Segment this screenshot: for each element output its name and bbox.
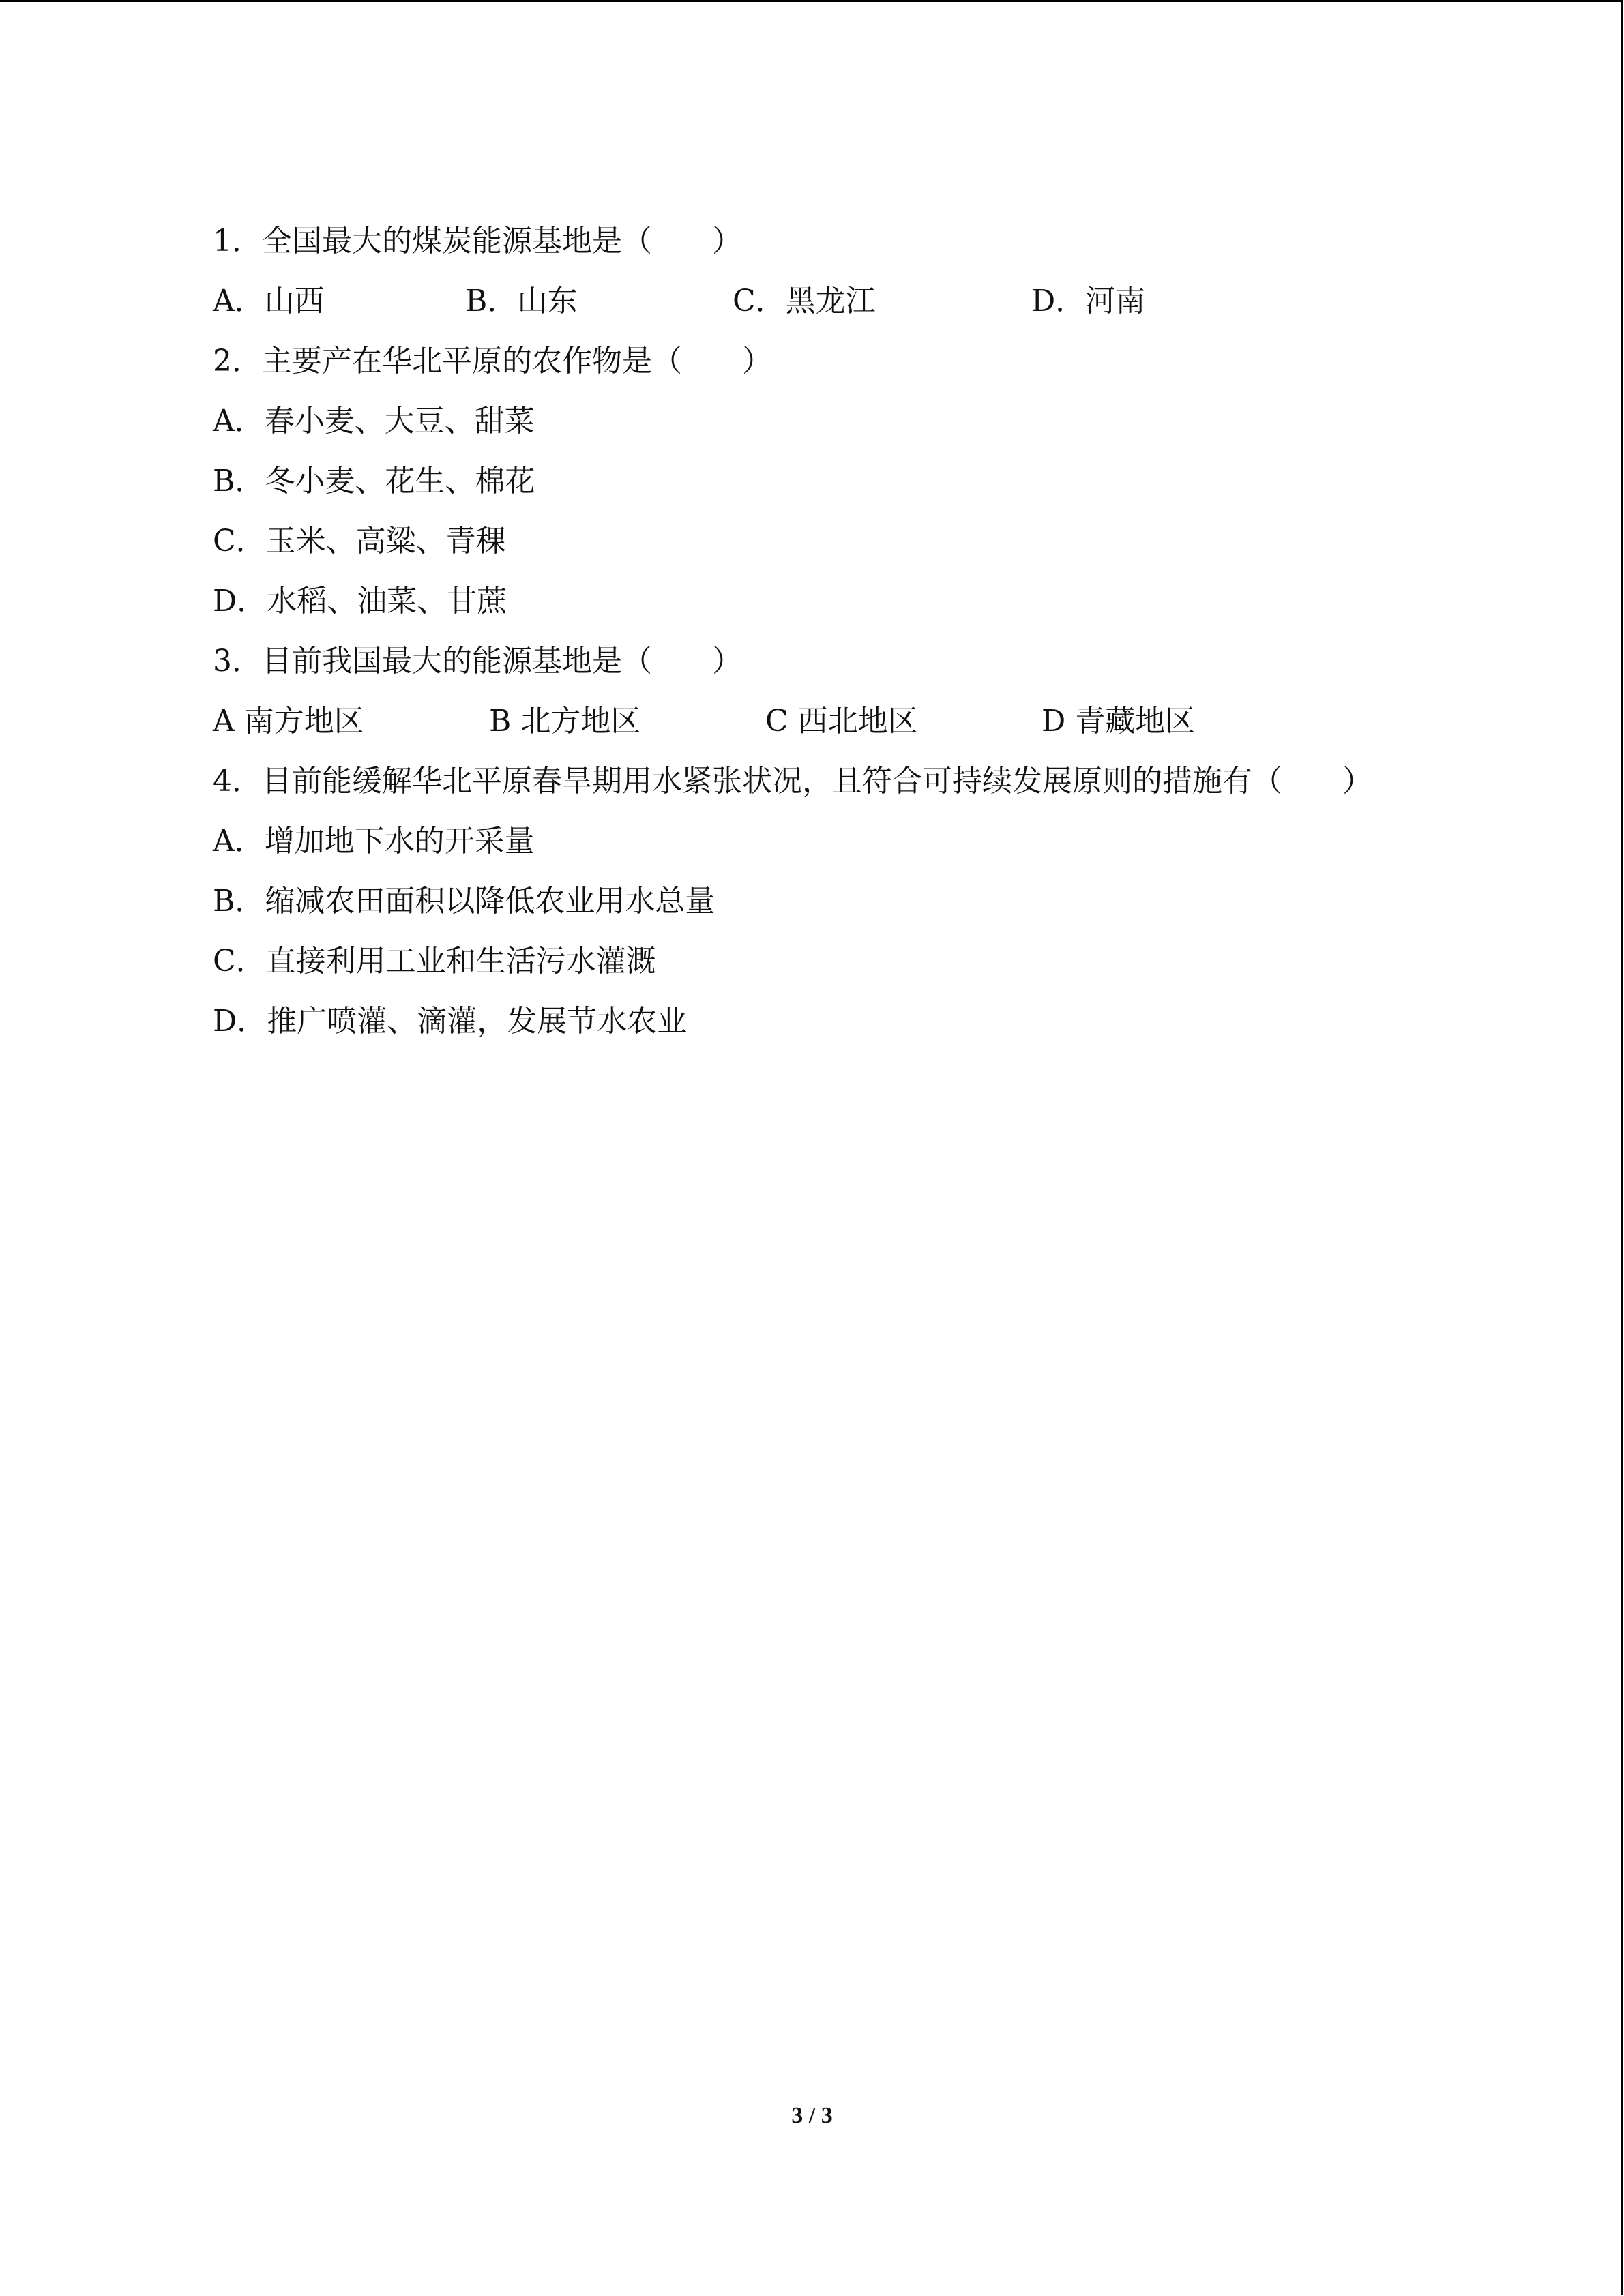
question-list: [213, 211, 1509, 1052]
question-4-option-a: A．增加地下水的开采量: [213, 824, 535, 859]
question-2-stem: 2．主要产在华北平原的农作物是（ ）: [213, 344, 772, 378]
question-1-option-a: A．山西: [213, 284, 325, 318]
question-4-option-d: D．推广喷灌、滴灌，发展节水农业: [213, 1004, 688, 1039]
page-number: 3 / 3: [791, 2103, 833, 2128]
question-2-option-d: D．水稻、油菜、甘蔗: [213, 584, 507, 618]
question-2-option-c: C．玉米、高粱、青稞: [213, 524, 506, 558]
question-1-option-c: C．黑龙江: [733, 284, 876, 318]
question-3-options: [213, 691, 1509, 751]
question-4-option-b: B．缩减农田面积以降低农业用水总量: [213, 884, 715, 919]
question-4-option-c: C．直接利用工业和生活污水灌溉: [213, 944, 656, 979]
question-1-option-b: B．山东: [465, 284, 578, 318]
question-3-option-c: C 西北地区: [765, 704, 918, 739]
question-3-option-b: B 北方地区: [489, 704, 641, 739]
question-1-stem: 1．全国最大的煤炭能源基地是（ ）: [213, 224, 742, 258]
question-2-option-b: B．冬小麦、花生、棉花: [213, 464, 535, 498]
question-3-stem: 3．目前我国最大的能源基地是（ ）: [213, 644, 742, 679]
question-1-options: [213, 271, 1509, 331]
question-2-option-a: A．春小麦、大豆、甜菜: [213, 404, 535, 438]
question-1-option-d: D．河南: [1031, 284, 1146, 318]
question-3-option-d: D 青藏地区: [1042, 704, 1196, 739]
question-4-stem: 4．目前能缓解华北平原春旱期用水紧张状况，且符合可持续发展原则的措施有（ ）: [213, 764, 1372, 799]
question-3-option-a: A 南方地区: [213, 704, 364, 739]
